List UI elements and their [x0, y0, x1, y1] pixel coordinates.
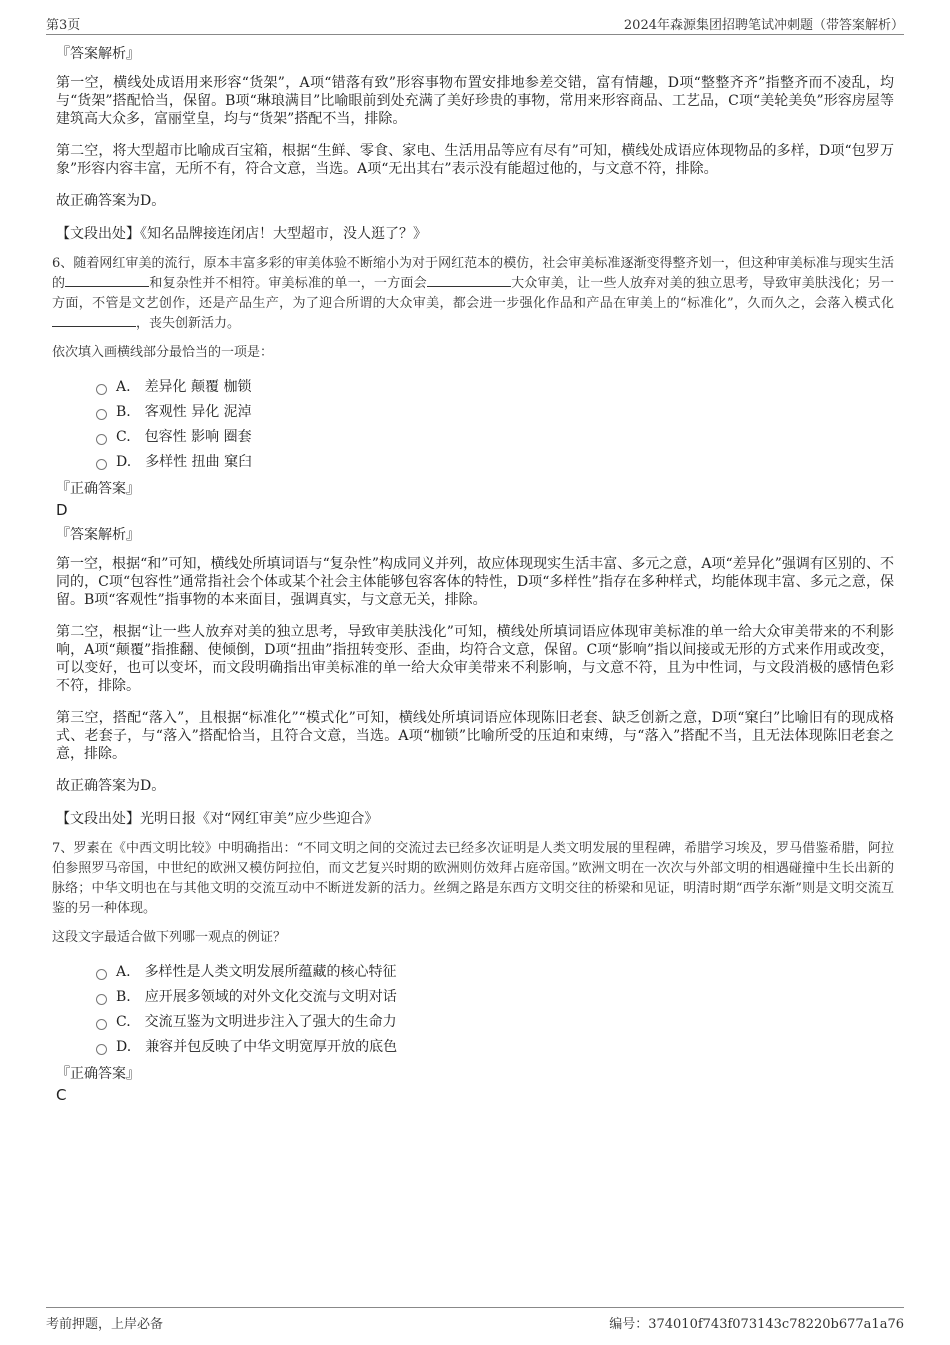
- analysis-paragraph: 第二空，根据“让一些人放弃对美的独立思考，导致审美肤浅化”可知，横线处所填词语应体现审美标准的单一给大众审美带来的不利影响，A项“颠覆”指推翻、使倾倒，D项“扭曲”指扭转变形、歪曲，均符合文意，保留。C项“影响”指以间接或无形的方式来作用或改变，可以变好，也可以变坏，而文段明确指出审美标准的单一给大众审美带来不利影响，与文意不符，且为中性词，与文段消极的感情色彩不符，排除。: [56, 624, 894, 694]
- document-serial: 编号：374010f743f073143c78220b677a1a76: [609, 1317, 904, 1332]
- radio-button[interactable]: [96, 1019, 107, 1030]
- radio-button[interactable]: [96, 434, 107, 445]
- question-7-options: [96, 963, 894, 1056]
- analysis-label: 『答案解析』: [56, 46, 140, 62]
- question-6-stem: 6、随着网红审美的流行，原本丰富多彩的审美体验不断缩小为对于网红范本的模仿，社会审美标准逐渐变得整齐划一，但这种审美标准与现实生活的 和复杂性并不相符。审美标准的单一，一方面会 大众审美，让一些人放弃对美的独立思考，导致审美肤浅化；另一方面，不管是文艺创作，还是产品生产，为了迎合所谓的大众审美，都会进一步强化作品和产品在审美上的“标准化”，久而久之，会落入模式化，丧失创新活力。: [52, 256, 894, 331]
- analysis-paragraph: 第二空，将大型超市比喻成百宝箱，根据“生鲜、零食、家电、生活用品等应有尽有”可知，横线处成语应体现物品的多样，D项“包罗万象”形容内容丰富，无所不有，符合文意，当选。A项“无出其右”表示没有能超过他的，与文意不符，排除。: [56, 143, 894, 177]
- option-c[interactable]: C. 交流互鉴为文明进步注入了强大的生命力: [96, 1013, 894, 1031]
- correct-answer-label: 『正确答案』: [56, 481, 140, 497]
- radio-button[interactable]: [96, 969, 107, 980]
- option-c[interactable]: C. 包容性 影响 圈套: [96, 428, 894, 446]
- radio-button[interactable]: [96, 1044, 107, 1055]
- correct-answer: D: [56, 501, 68, 519]
- radio-button[interactable]: [96, 384, 107, 395]
- page-number: 第3页: [46, 18, 81, 33]
- question-7-prompt: 这段文字最适合做下列哪一观点的例证？: [52, 930, 287, 945]
- radio-button[interactable]: [96, 994, 107, 1005]
- analysis-paragraph: 第一空，横线处成语用来形容“货架”，A项“错落有致”形容事物布置安排地参差交错，富有情趣，D项“整整齐齐”指整齐而不凌乱，均与“货架”搭配恰当，保留。B项“琳琅满目”比喻眼前到处充满了美好珍贵的事物，常用来形容商品、工艺品，C项“美轮美奂”形容房屋等建筑高大众多，富丽堂皇，均与“货架”搭配不当，排除。: [56, 75, 894, 127]
- source-citation: 【文段出处】光明日报《对“网红审美”应少些迎合》: [56, 811, 379, 827]
- question-6-prompt: 依次填入画横线部分最恰当的一项是：: [52, 345, 274, 360]
- fill-blank: [52, 314, 136, 327]
- option-d[interactable]: D. 兼容并包反映了中华文明宽厚开放的底色: [96, 1038, 894, 1056]
- correct-answer: C: [56, 1086, 67, 1104]
- analysis-label: 『答案解析』: [56, 527, 140, 543]
- page-content: [52, 44, 894, 1110]
- question-7-stem: 7、罗素在《中西文明比较》中明确指出：“不同文明之间的交流过去已经多次证明是人类文明发展的里程碑，希腊学习埃及，罗马借鉴希腊，阿拉伯参照罗马帝国，中世纪的欧洲又模仿阿拉伯，而文艺复兴时期的欧洲则仿效拜占庭帝国。”欧洲文明在一次次与外部文明的相遇碰撞中生长出新的脉络；中华文明也在与其他文明的交流互动中不断迸发新的活力。丝绸之路是东西方文明交往的桥梁和见证，明清时期“西学东渐”则是文明交流互鉴的另一种体现。: [52, 841, 894, 916]
- question-6-options: [96, 378, 894, 471]
- document-title: 2024年森源集团招聘笔试冲刺题（带答案解析）: [623, 18, 904, 33]
- fill-blank: [427, 274, 511, 287]
- page-footer: [46, 1307, 904, 1332]
- footer-slogan: 考前押题，上岸必备: [46, 1317, 164, 1332]
- option-a[interactable]: A. 多样性是人类文明发展所蕴藏的核心特征: [96, 963, 894, 981]
- conclusion-paragraph: 故正确答案为D。: [56, 778, 166, 794]
- source-citation: 【文段出处】《知名品牌接连闭店！大型超市，没人逛了？》: [56, 226, 427, 242]
- correct-answer-label: 『正确答案』: [56, 1066, 140, 1082]
- analysis-paragraph: 第三空，搭配“落入”，且根据“标准化”“模式化”可知，横线处所填词语应体现陈旧老套、缺乏创新之意，D项“窠臼”比喻旧有的现成格式、老套子，与“落入”搭配恰当，且符合文意，当选。A项“枷锁”比喻所受的压迫和束缚，与“落入”搭配不当，且无法体现陈旧老套之意，排除。: [56, 710, 894, 762]
- option-a[interactable]: A. 差异化 颠覆 枷锁: [96, 378, 894, 396]
- radio-button[interactable]: [96, 459, 107, 470]
- page-header: [46, 12, 904, 35]
- option-b[interactable]: B. 应开展多领域的对外文化交流与文明对话: [96, 988, 894, 1006]
- radio-button[interactable]: [96, 409, 107, 420]
- option-b[interactable]: B. 客观性 异化 泥淖: [96, 403, 894, 421]
- analysis-paragraph: 第一空，根据“和”可知，横线处所填词语与“复杂性”构成同义并列，故应体现现实生活丰富、多元之意，A项“差异化”强调有区别的、不同的，C项“包容性”通常指社会个体或某个社会主体能够包容客体的特性，D项“多样性”指存在多种样式，均能体现丰富、多元之意，保留。B项“客观性”指事物的本来面目，强调真实，与文意无关，排除。: [56, 556, 894, 608]
- fill-blank: [65, 274, 149, 287]
- conclusion-paragraph: 故正确答案为D。: [56, 193, 166, 209]
- option-d[interactable]: D. 多样性 扭曲 窠臼: [96, 453, 894, 471]
